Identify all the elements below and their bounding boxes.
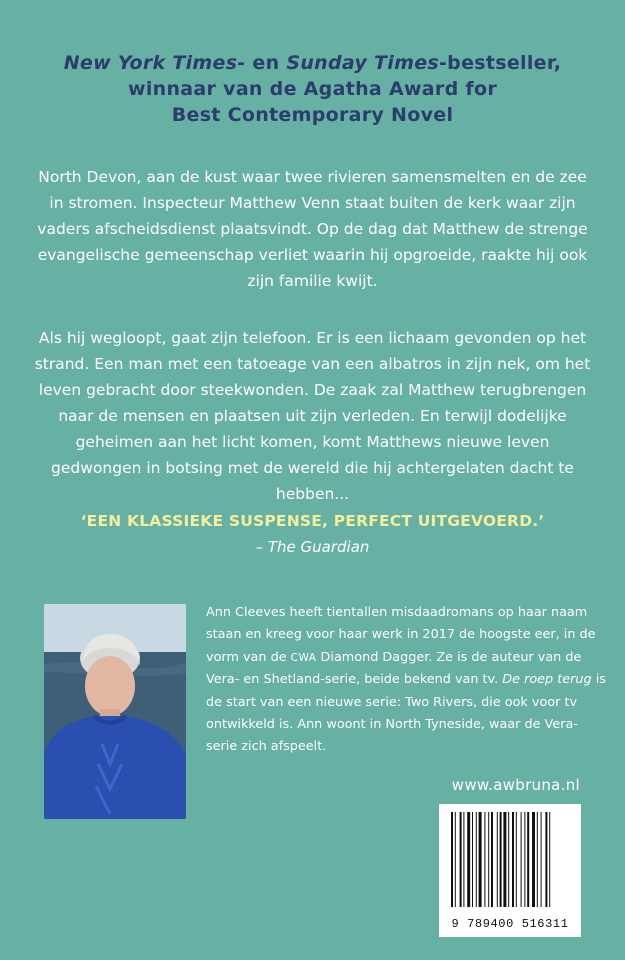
- barcode-bar: [541, 812, 542, 907]
- bio-book-title: De roep terug: [502, 672, 592, 688]
- barcode-bar: [472, 812, 473, 907]
- barcode-bar: [516, 812, 517, 907]
- barcode-bar: [484, 812, 485, 907]
- barcode-bar: [521, 812, 522, 907]
- header-line-1: [0, 50, 625, 76]
- sunday-times-title: Sunday Times: [286, 52, 439, 74]
- publisher-website[interactable]: www.awbruna.nl: [451, 776, 580, 794]
- barcode-bar: [463, 812, 464, 907]
- barcode-bar: [527, 812, 529, 907]
- bio-cwa: CWA: [290, 651, 317, 664]
- nyt-title: New York Times-: [63, 52, 246, 74]
- barcode-bar: [500, 812, 502, 907]
- header-line-2: winnaar van de Agatha Award for: [127, 78, 498, 100]
- bio-part-1: Ann Cleeves heeft tientallen misdaadromans op haar naam staan en kreeg voor haar werk in 2017 de hoogste eer, in de vorm van de: [206, 605, 596, 665]
- author-photo: [44, 604, 186, 819]
- barcode-bar: [479, 812, 482, 907]
- quote-dash: –: [255, 538, 268, 556]
- barcode-bar: [503, 812, 506, 907]
- barcode-bar: [532, 812, 535, 907]
- bio-part-3: is de start van een nieuwe serie: Two Rivers, die ook voor tv ontwikkeld is. Ann woont in North Tyneside, waar de Vera-serie zich afspeelt.: [206, 672, 606, 755]
- barcode-bar: [491, 812, 493, 907]
- barcode-bar: [467, 812, 470, 907]
- barcode-bar: [455, 812, 456, 907]
- barcode-bar: [488, 812, 489, 907]
- barcode-bar: [545, 812, 547, 907]
- barcode-bar: [451, 812, 453, 907]
- isbn-number: 9 789400 516311: [451, 917, 569, 931]
- header-accolades: [0, 50, 625, 128]
- barcode-bar: [512, 812, 514, 907]
- header-line-3: Best Contemporary Novel: [171, 104, 454, 126]
- press-quote: ‘EEN KLASSIEKE SUSPENSE, PERFECT UITGEVOERD.’: [80, 512, 545, 530]
- press-quote-source: [0, 538, 625, 556]
- barcode-bar: [508, 812, 509, 907]
- barcode-bar: [497, 812, 498, 907]
- barcode-bar: [476, 812, 477, 907]
- header-bestseller: -bestseller,: [439, 52, 562, 74]
- header-en: en: [245, 52, 287, 74]
- barcode: [439, 804, 581, 937]
- blurb-paragraph-1: North Devon, aan de kust waar twee rivieren samensmelten en de zee in stromen. Inspecteur Matthew Venn staat buiten de kerk waar zijn vaders afscheidsdienst plaatsvindt. Op de dag dat Matthew de strenge evangelische gemeenschap verliet waarin hij opgroeide, raakte hij ook zijn familie kwijt.: [37, 168, 588, 290]
- author-bio: [206, 602, 606, 759]
- quote-source-name: The Guardian: [267, 538, 370, 556]
- bio-part-2: Diamond Dagger. Ze is de auteur van de Vera- en Shetland-serie, beide bekend van tv.: [206, 649, 582, 688]
- barcode-bar: [537, 812, 538, 907]
- barcode-bar: [460, 812, 462, 907]
- barcode-bar: [549, 812, 550, 907]
- barcode-bar: [524, 812, 525, 907]
- blurb-paragraph-2: Als hij wegloopt, gaat zijn telefoon. Er is een lichaam gevonden op het strand. Een man met een tatoeage van een albatros in zijn nek, om het leven gebracht door steekwonden. De zaak zal Matthew terugbrengen naar de mensen en plaatsen uit zijn verleden. En terwijl dodelijke geheimen aan het licht komen, komt Matthews nieuwe leven gedwongen in botsing met de wereld die hij achtergelaten dacht te hebben...: [34, 329, 591, 503]
- barcode-bars: [439, 804, 581, 914]
